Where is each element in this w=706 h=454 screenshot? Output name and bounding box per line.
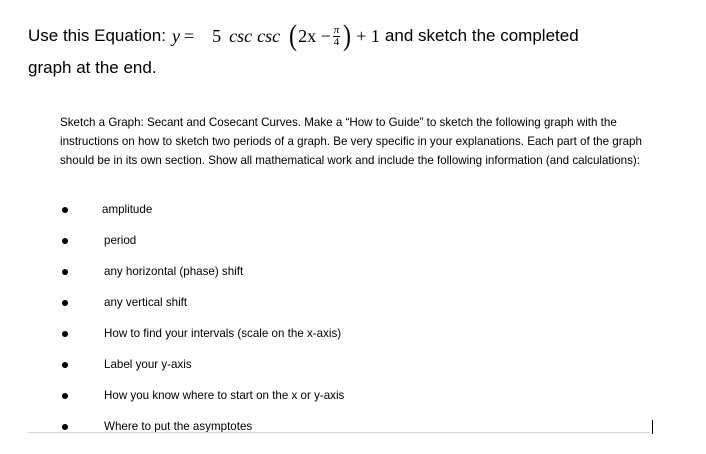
equation-fraction: [333, 25, 341, 48]
equation-inner: 2x −: [298, 26, 331, 46]
equation: [171, 19, 380, 52]
bullet-icon: [62, 424, 68, 430]
intro-trail: and sketch the completed: [384, 26, 579, 45]
intro-lead: Use this Equation:: [28, 26, 166, 45]
list-item: [0, 200, 600, 220]
intro-line-2: graph at the end.: [28, 58, 157, 77]
list-item: [0, 293, 600, 313]
list-item: [0, 324, 600, 344]
equation-func-csc: csc: [229, 26, 253, 46]
fraction-denominator: 4: [333, 35, 340, 48]
bullet-icon: [62, 300, 68, 306]
equation-func-csc-2: csc: [257, 26, 281, 46]
list-item-text: any horizontal (phase) shift: [104, 265, 244, 278]
bullet-icon: [62, 238, 68, 244]
list-item: [0, 355, 600, 375]
list-item-text: How you know where to start on the x or y-axis: [104, 389, 345, 402]
page-divider: [28, 432, 650, 433]
list-item: [0, 386, 600, 406]
equation-open-paren: (: [289, 19, 298, 52]
list-item-text: Label your y-axis: [104, 358, 192, 371]
bullet-icon: [62, 269, 68, 275]
fraction-numerator: π: [333, 23, 340, 36]
list-item: [0, 262, 600, 282]
bullet-icon: [62, 207, 68, 213]
text-cursor[interactable]: [652, 420, 653, 434]
equation-close-paren: ): [343, 19, 352, 52]
list-item: [0, 417, 600, 437]
equation-shift: + 1: [356, 26, 380, 46]
list-item: [0, 231, 600, 251]
equation-y: y: [171, 26, 180, 46]
bullet-icon: [62, 331, 68, 337]
list-item-text: How to find your intervals (scale on the x-axis): [104, 327, 342, 340]
bullet-icon: [62, 362, 68, 368]
instructions-paragraph: Sketch a Graph: Secant and Cosecant Curves. Make a “How to Guide” to sketch the following graph with the instructions on how to sketch two periods of a graph. Be very specific in your explanations. Each part of the graph should be in its own section. Show all mathematical work and include the following information (and calculations):: [60, 116, 642, 167]
list-item-text: any vertical shift: [104, 296, 188, 309]
equation-coefficient: 5: [212, 26, 222, 46]
intro-line: [28, 19, 579, 52]
equation-equals: =: [183, 26, 195, 46]
bullet-icon: [62, 393, 68, 399]
list-item-text: Where to put the asymptotes: [104, 420, 253, 433]
list-item-text: period: [104, 234, 137, 247]
list-item-text: amplitude: [102, 203, 153, 216]
